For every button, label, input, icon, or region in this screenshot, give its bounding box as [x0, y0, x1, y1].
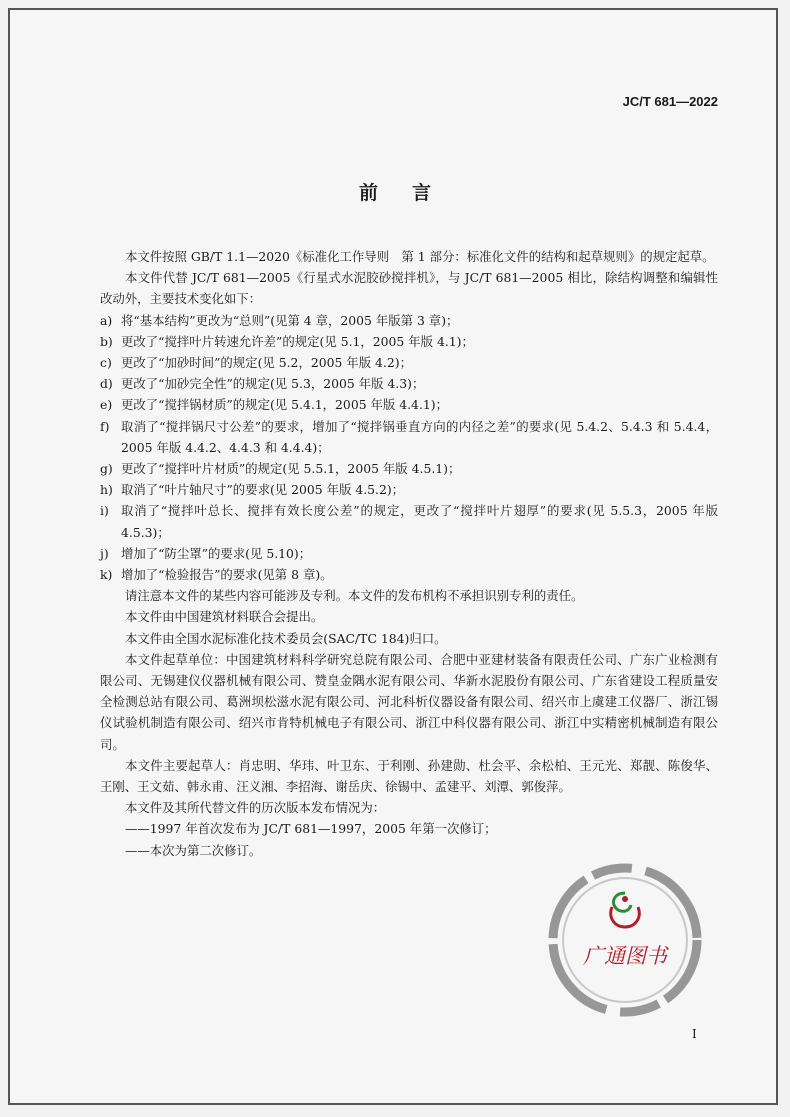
standard-number: JC/T 681—2022 [622, 94, 718, 109]
list-item [100, 479, 718, 500]
paragraph: ——本次为第二次修订。 [125, 842, 262, 858]
paragraph: 本文件及其所代替文件的历次版本发布情况为： [125, 800, 386, 816]
list-item-text: 更改了“搅拌叶片转速允许差”的规定(见 5.1，2005 年版 4.1)； [121, 333, 474, 349]
paragraph: 本文件起草单位：中国建筑材料科学研究总院有限公司、合肥中亚建材装备有限责任公司、广东广业检测有限公司、无锡建仪仪器机械有限公司、赞皇金隅水泥有限公司、华新水泥股份有限公司、广东省建设工程质量安全检测总站有限公司、葛洲坝松滋水泥有限公司、河北科析仪器设备有限公司、绍兴市上虞建工仪器厂、浙江锡仪试验机制造有限公司、绍兴市肯特机械电子有限公司、浙江中科仪器有限公司、浙江中实精密机械制造有限公司。 [100, 651, 718, 752]
list-item-text: 取消了“叶片轴尺寸”的要求(见 2005 年版 4.5.2)； [121, 482, 405, 498]
list-item [100, 331, 718, 352]
paragraph: ——1997 年首次发布为 JC/T 681—1997，2005 年第一次修订； [125, 821, 497, 837]
list-item [100, 458, 718, 479]
seal-watermark [540, 855, 710, 1025]
list-item-text: 将“基本结构”更改为“总则”(见第 4 章，2005 年版第 3 章)； [121, 312, 459, 328]
list-item-text: 更改了“加砂完全性”的规定(见 5.3，2005 年版 4.3)； [121, 376, 425, 392]
list-item-text: 更改了“搅拌锅材质”的规定(见 5.4.1，2005 年版 4.4.1)； [121, 397, 448, 413]
list-item-tag: a) [100, 312, 113, 328]
document-body [100, 246, 718, 861]
list-item-tag: k) [100, 567, 113, 583]
list-item-tag: b) [100, 333, 113, 349]
list-item-tag: d) [100, 376, 113, 392]
list-item-text: 增加了“检验报告”的要求(见第 8 章)。 [121, 567, 333, 583]
list-item-text: 取消了“搅拌锅尺寸公差”的要求，增加了“搅拌锅垂直方向的内径之差”的要求(见 5.4.2、5.4.3 和 5.4.4，2005 年版 4.4.2、4.4.3 和 4.4.4)； [121, 418, 718, 455]
list-item [100, 394, 718, 415]
list-item [100, 373, 718, 394]
list-item [100, 352, 718, 373]
list-item [100, 543, 718, 564]
paragraph: 本文件按照 GB/T 1.1—2020《标准化工作导则 第 1 部分：标准化文件的结构和起草规则》的规定起草。 [125, 249, 715, 264]
list-item-tag: i) [100, 503, 109, 519]
list-item [100, 500, 718, 542]
paragraph: 本文件由中国建筑材料联合会提出。 [125, 609, 324, 625]
list-item-tag: f) [100, 418, 110, 434]
paragraph: 本文件主要起草人：肖忠明、华玮、叶卫东、于利刚、孙建勋、杜会平、余松柏、王元光、郑靓、陈俊华、王刚、王文茹、韩永甫、汪义湘、李招海、谢岳庆、徐锡中、孟建平、刘潭、郭俊萍。 [100, 757, 718, 795]
svg-text:广通图书: 广通图书 [583, 944, 667, 968]
paragraph: 本文件由全国水泥标准化技术委员会(SAC/TC 184)归口。 [125, 630, 447, 646]
list-item-text: 更改了“加砂时间”的规定(见 5.2，2005 年版 4.2)； [121, 355, 412, 371]
list-item [100, 416, 718, 458]
list-item-text: 增加了“防尘罩”的要求(见 5.10)； [121, 545, 312, 561]
paragraph: 请注意本文件的某些内容可能涉及专利。本文件的发布机构不承担识别专利的责任。 [125, 588, 584, 604]
list-item-tag: e) [100, 397, 113, 413]
paragraph: 本文件代替 JC/T 681—2005《行星式水泥胶砂搅拌机》，与 JC/T 681—2005 相比，除结构调整和编辑性改动外，主要技术变化如下： [100, 270, 718, 307]
page-number: I [692, 1027, 697, 1041]
list-item-text: 更改了“搅拌叶片材质”的规定(见 5.5.1，2005 年版 4.5.1)； [121, 461, 461, 477]
list-item-tag: c) [100, 355, 112, 371]
list-item-tag: j) [100, 545, 109, 561]
list-item [100, 310, 718, 331]
list-item [100, 564, 718, 585]
list-item-text: 取消了“搅拌叶总长、搅拌有效长度公差”的规定，更改了“搅拌叶片翅厚”的要求(见 5.5.3，2005 年版 4.5.3)； [121, 503, 718, 540]
page-title: 前言 [358, 183, 465, 204]
list-item-tag: g) [100, 461, 113, 477]
list-item-tag: h) [100, 482, 113, 498]
